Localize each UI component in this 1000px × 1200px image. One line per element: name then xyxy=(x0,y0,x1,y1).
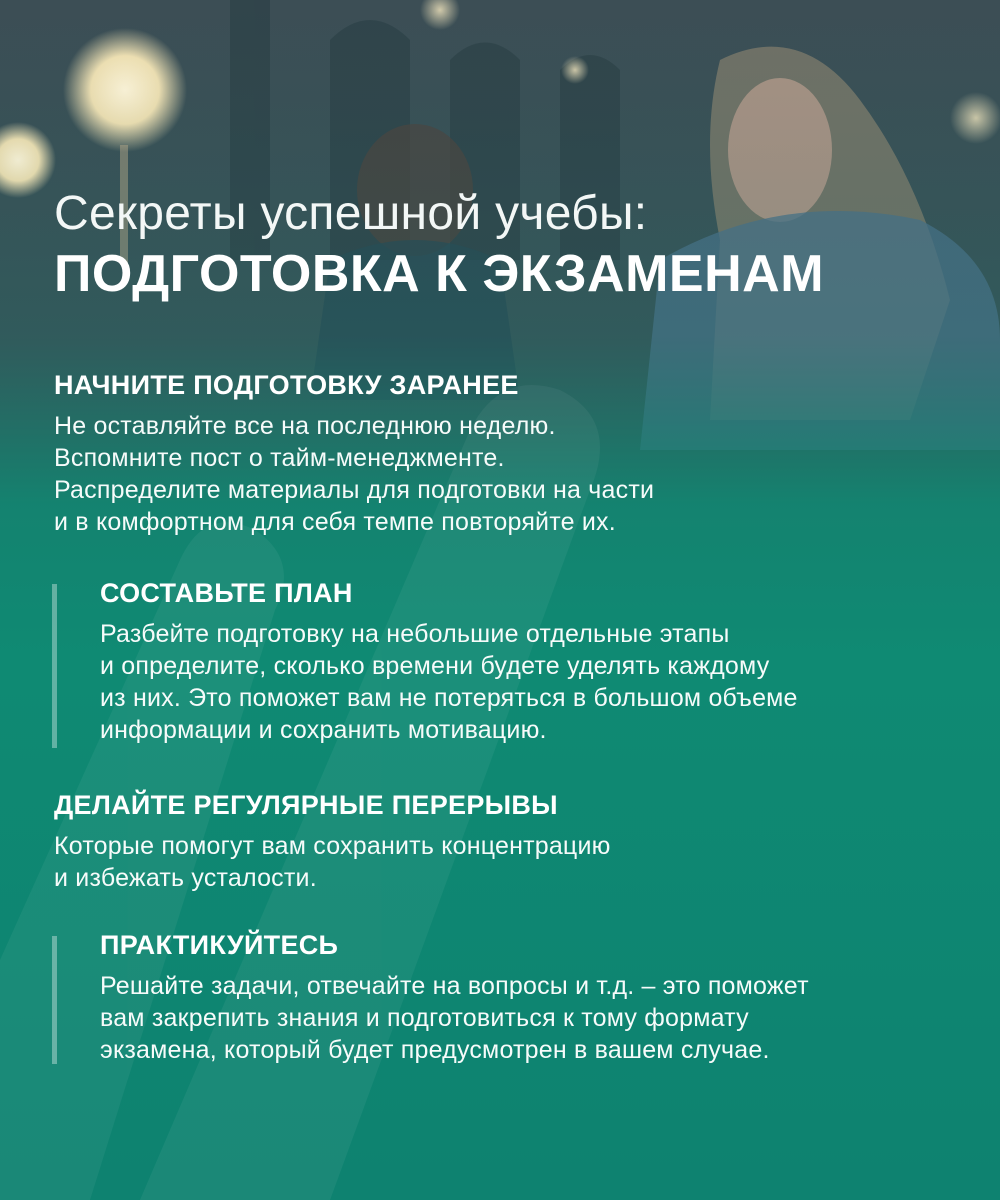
section-heading: СОСТАВЬТЕ ПЛАН xyxy=(100,578,353,608)
text-line: и определите, сколько времени будете уделять каждому xyxy=(100,652,770,680)
text-line: Вспомните пост о тайм-менеджменте. xyxy=(54,444,505,472)
text-line: и избежать усталости. xyxy=(54,864,317,892)
section-heading: ДЕЛАЙТЕ РЕГУЛЯРНЫЕ ПЕРЕРЫВЫ xyxy=(54,790,558,820)
text-line: вам закрепить знания и подготовиться к тому формату xyxy=(100,1004,749,1032)
page-subtitle: Секреты успешной учебы: xyxy=(54,187,648,240)
section-text xyxy=(100,618,1000,746)
section-heading: ПРАКТИКУЙТЕСЬ xyxy=(100,930,339,960)
section-start-early xyxy=(54,368,984,538)
section-practice xyxy=(100,928,1000,1066)
accent-bar xyxy=(52,584,57,748)
text-line: Которые помогут вам сохранить концентрацию xyxy=(54,832,611,860)
page-title: ПОДГОТОВКА К ЭКЗАМЕНАМ xyxy=(54,245,825,303)
section-breaks xyxy=(54,788,984,894)
text-line: и в комфортном для себя темпе повторяйте их. xyxy=(54,508,616,536)
text-line: информации и сохранить мотивацию. xyxy=(100,716,547,744)
text-line: Разбейте подготовку на небольшие отдельные этапы xyxy=(100,620,730,648)
section-text xyxy=(54,410,984,538)
accent-bar xyxy=(52,936,57,1064)
text-line: из них. Это поможет вам не потеряться в большом объеме xyxy=(100,684,798,712)
section-make-plan xyxy=(100,576,1000,746)
section-text xyxy=(54,830,984,894)
text-line: Решайте задачи, отвечайте на вопросы и т.д. – это поможет xyxy=(100,972,809,1000)
section-text xyxy=(100,970,1000,1066)
text-line: Распределите материалы для подготовки на части xyxy=(54,476,655,504)
text-line: экзамена, который будет предусмотрен в вашем случае. xyxy=(100,1036,770,1064)
section-heading: НАЧНИТЕ ПОДГОТОВКУ ЗАРАНЕЕ xyxy=(54,370,519,400)
text-line: Не оставляйте все на последнюю неделю. xyxy=(54,412,556,440)
